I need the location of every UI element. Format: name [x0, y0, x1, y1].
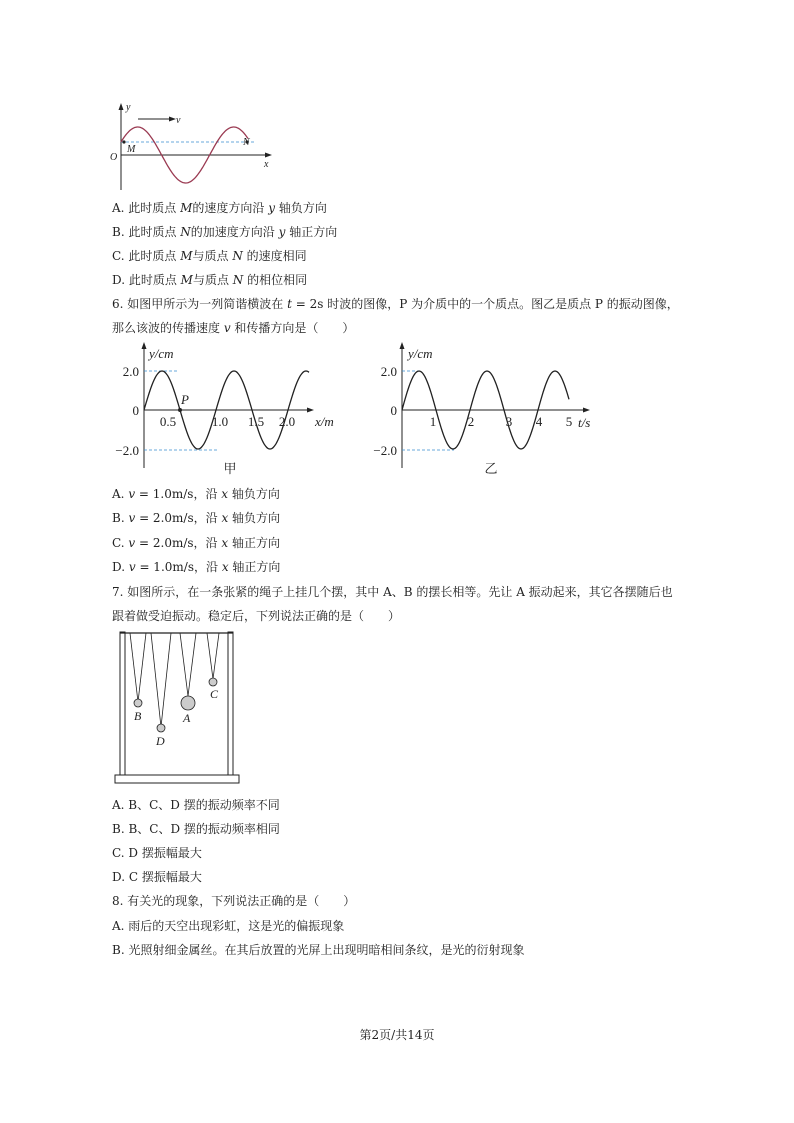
q8-stem: 8. 有关光的现象，下列说法正确的是（ ） [112, 894, 356, 908]
pendulum-C-label: C [210, 687, 219, 701]
jia-xtick-1.5: 1.5 [247, 414, 265, 429]
yi-ytick-zero: 0 [390, 403, 397, 418]
jia-xtick-2.0: 2.0 [278, 414, 296, 429]
pendulum-A-label: A [183, 711, 191, 725]
q6-stem-line1: 6. 如图甲所示为一列简谐横波在 t = 2s 时波的图像，P 为介质中的一个质点。图乙是质点 P 的振动图像， [112, 297, 679, 311]
x-axis-label: x [264, 159, 269, 170]
wave-graph-jia [105, 340, 345, 476]
yi-xtick-1: 1 [429, 414, 437, 429]
yi-caption: 乙 [484, 461, 498, 476]
pendulum-figure [110, 628, 250, 788]
q7-option-a: A. B、C、D 摆的振动频率不同 [112, 798, 280, 812]
q6-option-c: C. v = 2.0m/s，沿 x 轴正方向 [112, 536, 280, 550]
q7-stem-line1: 7. 如图所示，在一条张紧的绳子上挂几个摆，其中 A、B 的摆长相等。先让 A 振动起来，其它各摆随后也 [112, 585, 673, 599]
pendulum-D [157, 724, 165, 732]
point-N-label: N [243, 137, 250, 148]
jia-y-label: y/cm [149, 346, 174, 361]
vibration-graph-yi [364, 340, 604, 476]
jia-x-label: x/m [315, 414, 334, 429]
yi-ytick-min: −2.0 [373, 443, 397, 458]
yi-y-label: y/cm [408, 346, 433, 361]
velocity-label: v [176, 115, 181, 126]
pendulum-C [209, 678, 217, 686]
q6-option-d: D. v = 1.0m/s，沿 x 轴正方向 [112, 560, 281, 574]
q7-stem-line2: 跟着做受迫振动。稳定后，下列说法正确的是（ ） [112, 609, 401, 623]
point-M-label: M [127, 144, 136, 155]
yi-x-label: t/s [578, 415, 591, 430]
jia-xtick-1.0: 1.0 [211, 414, 229, 429]
q7-option-c: C. D 摆振幅最大 [112, 846, 202, 860]
point-P [178, 408, 182, 412]
yi-xtick-5: 5 [565, 414, 573, 429]
yi-xtick-3: 3 [505, 414, 513, 429]
q8-option-a: A. 雨后的天空出现彩虹，这是光的偏振现象 [112, 919, 345, 933]
jia-ytick-max: 2.0 [122, 364, 139, 379]
y-axis-label: y [126, 102, 131, 113]
yi-xtick-4: 4 [535, 414, 543, 429]
q5-option-d: D. 此时质点 M与质点 N 的相位相同 [112, 273, 308, 287]
yi-xtick-2: 2 [467, 414, 475, 429]
jia-xtick-0.5: 0.5 [159, 414, 177, 429]
pendulum-B-label: B [134, 709, 142, 723]
pendulum-B [134, 699, 142, 707]
q7-option-b: B. B、C、D 摆的振动频率相同 [112, 822, 280, 836]
wave-figure-top [108, 100, 278, 192]
jia-ytick-min: −2.0 [115, 443, 139, 458]
page-footer: 第2页/共14页 [359, 1028, 435, 1042]
q5-option-b: B. 此时质点 N的加速度方向沿 y 轴正方向 [112, 225, 338, 239]
q6-option-a: A. v = 1.0m/s，沿 x 轴负方向 [112, 487, 280, 501]
q6-option-b: B. v = 2.0m/s，沿 x 轴负方向 [112, 511, 281, 525]
q5-option-a: A. 此时质点 M的速度方向沿 y 轴负方向 [112, 201, 327, 215]
pendulum-A [181, 696, 195, 710]
jia-caption: 甲 [223, 461, 237, 476]
point-M [122, 140, 125, 143]
origin-label: O [110, 152, 118, 163]
point-P-label: P [181, 392, 189, 407]
q5-option-c: C. 此时质点 M与质点 N 的速度相同 [112, 249, 307, 263]
pendulum-D-label: D [156, 734, 165, 748]
q6-stem-line2: 那么该波的传播速度 v 和传播方向是（ ） [112, 321, 355, 335]
jia-ytick-zero: 0 [132, 403, 139, 418]
yi-ytick-max: 2.0 [380, 364, 397, 379]
q8-option-b: B. 光照射细金属丝。在其后放置的光屏上出现明暗相间条纹，是光的衍射现象 [112, 943, 525, 957]
q7-option-d: D. C 摆振幅最大 [112, 870, 202, 884]
